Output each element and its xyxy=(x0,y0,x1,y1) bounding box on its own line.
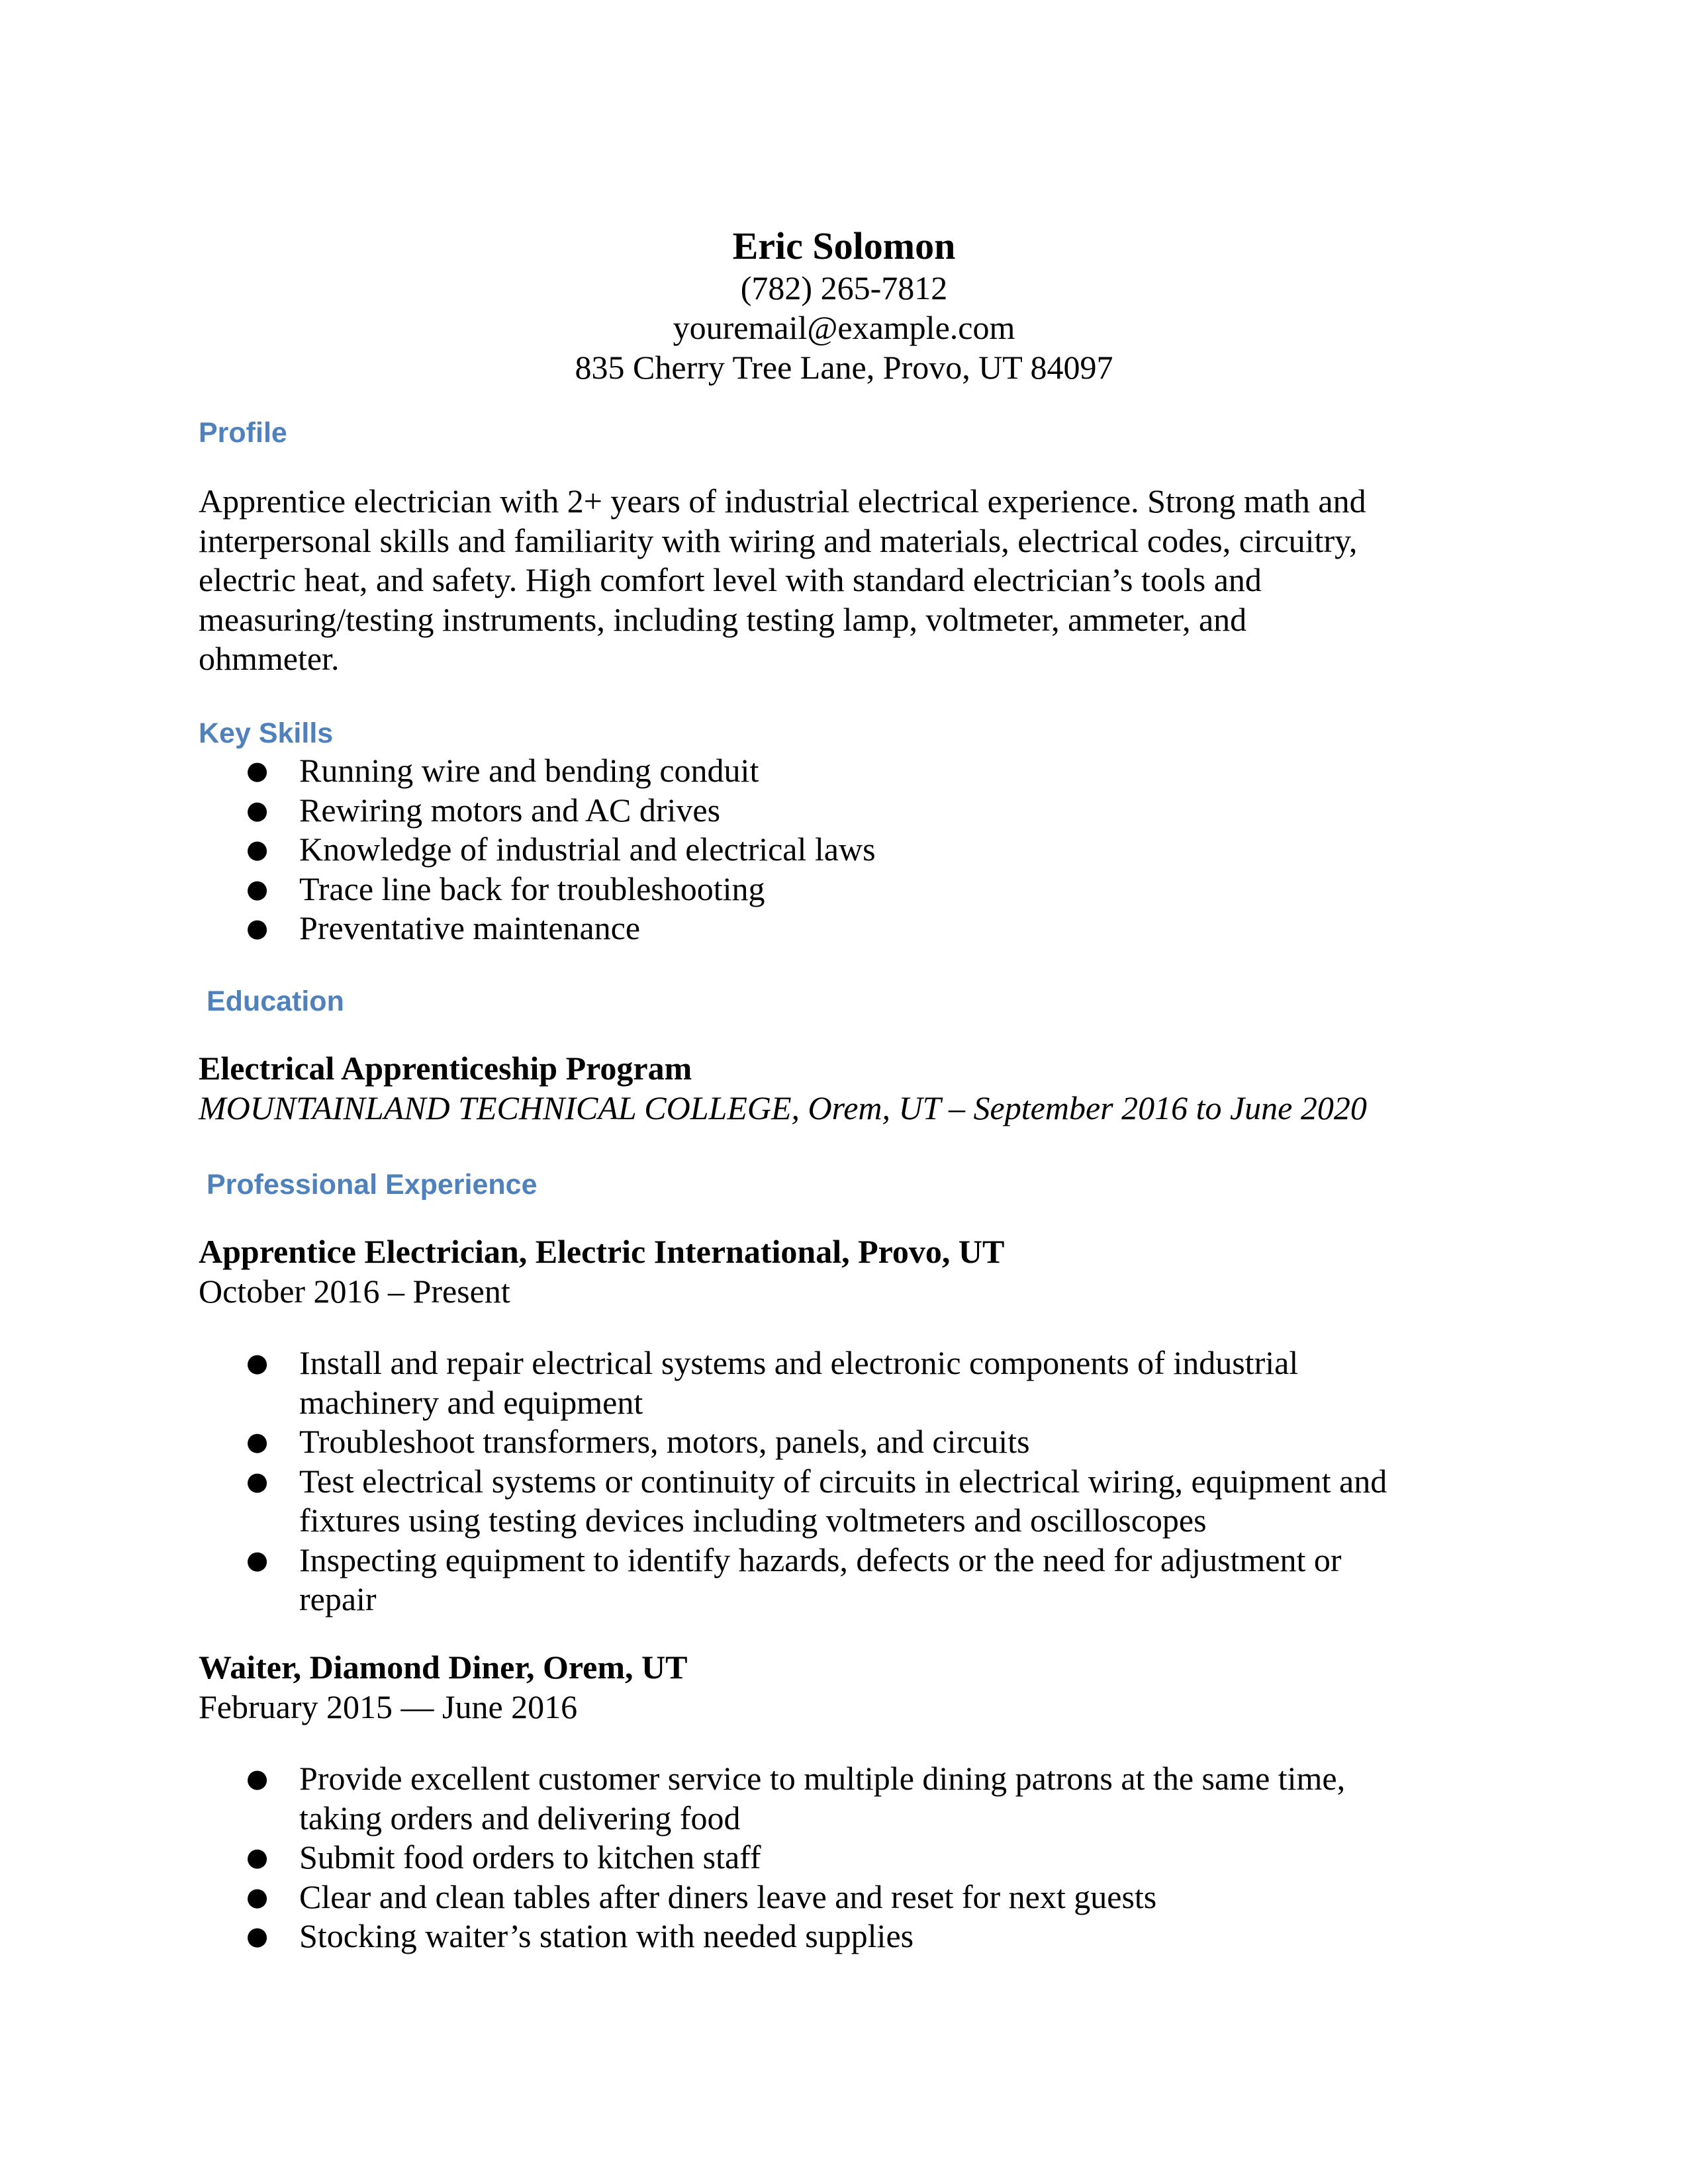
profile-summary xyxy=(199,482,1496,679)
job-title: Waiter, Diamond Diner, Orem, UT xyxy=(199,1649,688,1686)
skill-text: Running wire and bending conduit xyxy=(299,752,759,789)
profile-line: Apprentice electrician with 2+ years of industrial electrical experience. Strong math and xyxy=(199,482,1366,520)
duty-item xyxy=(199,1838,1496,1878)
skill-text: Trace line back for troubleshooting xyxy=(299,870,765,907)
education-entry xyxy=(199,1049,1496,1128)
duty-text: Submit food orders to kitchen staff xyxy=(299,1839,761,1876)
job-header xyxy=(199,1232,1496,1311)
job-duties-list xyxy=(199,1759,1496,1956)
profile-line: electric heat, and safety. High comfort level with standard electrician’s tools and xyxy=(199,561,1262,598)
education-heading: Education xyxy=(207,985,344,1017)
duty-item xyxy=(199,1541,1496,1619)
email-address: youremail@example.com xyxy=(673,309,1015,346)
bullet-icon: ● xyxy=(246,756,269,785)
duty-item xyxy=(199,1343,1496,1422)
bullet-icon: ● xyxy=(246,1545,269,1574)
duty-text: fixtures using testing devices including voltmeters and oscilloscopes xyxy=(299,1502,1207,1539)
duty-text: Test electrical systems or continuity of circuits in electrical wiring, equipment and xyxy=(299,1462,1387,1500)
phone-number: (782) 265-7812 xyxy=(740,269,948,306)
skill-text: Knowledge of industrial and electrical laws xyxy=(299,831,876,868)
skill-item xyxy=(199,751,1496,791)
bullet-icon: ● xyxy=(246,1882,269,1911)
bullet-icon: ● xyxy=(246,1348,269,1377)
duty-text: Install and repair electrical systems and electronic components of industrial xyxy=(299,1344,1299,1381)
duty-text: Inspecting equipment to identify hazards, defects or the need for adjustment or xyxy=(299,1541,1342,1578)
skill-item xyxy=(199,909,1496,948)
duty-text: machinery and equipment xyxy=(299,1383,643,1421)
bullet-icon: ● xyxy=(246,835,269,864)
duty-text: Clear and clean tables after diners leave and reset for next guests xyxy=(299,1878,1157,1915)
duty-item xyxy=(199,1917,1496,1956)
duty-item xyxy=(199,1422,1496,1462)
duty-text: taking orders and delivering food xyxy=(299,1799,741,1837)
bullet-icon: ● xyxy=(246,913,269,942)
key-skills-heading: Key Skills xyxy=(199,717,334,749)
skill-text: Rewiring motors and AC drives xyxy=(299,791,721,829)
job-header xyxy=(199,1648,1496,1727)
bullet-icon: ● xyxy=(246,1764,269,1793)
key-skills-list xyxy=(199,751,1496,948)
candidate-name: Eric Solomon xyxy=(732,224,956,267)
street-address: 835 Cherry Tree Lane, Provo, UT 84097 xyxy=(575,349,1113,386)
duty-item xyxy=(199,1462,1496,1541)
duty-text: Stocking waiter’s station with needed supplies xyxy=(299,1917,914,1954)
experience-heading: Professional Experience xyxy=(207,1169,538,1201)
job-dates: February 2015 — June 2016 xyxy=(199,1688,578,1725)
skill-item xyxy=(199,791,1496,831)
skill-text: Preventative maintenance xyxy=(299,909,641,946)
job-duties-list xyxy=(199,1343,1496,1619)
education-details: MOUNTAINLAND TECHNICAL COLLEGE, Orem, UT – September 2016 to June 2020 xyxy=(199,1089,1367,1126)
duty-item xyxy=(199,1759,1496,1838)
skill-item xyxy=(199,830,1496,870)
job-title: Apprentice Electrician, Electric International, Provo, UT xyxy=(199,1233,1005,1270)
bullet-icon: ● xyxy=(246,1427,269,1456)
bullet-icon: ● xyxy=(246,1921,269,1950)
profile-line: measuring/testing instruments, including testing lamp, voltmeter, ammeter, and xyxy=(199,600,1247,638)
skill-item xyxy=(199,870,1496,909)
profile-line: ohmmeter. xyxy=(199,640,340,677)
bullet-icon: ● xyxy=(246,874,269,903)
duty-text: Provide excellent customer service to multiple dining patrons at the same time, xyxy=(299,1760,1346,1797)
bullet-icon: ● xyxy=(246,795,269,825)
education-program: Electrical Apprenticeship Program xyxy=(199,1050,692,1087)
duty-item xyxy=(199,1878,1496,1917)
profile-line: interpersonal skills and familiarity with wiring and materials, electrical codes, circuitry, xyxy=(199,522,1358,559)
profile-heading: Profile xyxy=(199,417,287,449)
bullet-icon: ● xyxy=(246,1466,269,1496)
duty-text: Troubleshoot transformers, motors, panels, and circuits xyxy=(299,1423,1030,1460)
duty-text: repair xyxy=(299,1580,377,1617)
bullet-icon: ● xyxy=(246,1843,269,1872)
job-dates: October 2016 – Present xyxy=(199,1272,510,1310)
